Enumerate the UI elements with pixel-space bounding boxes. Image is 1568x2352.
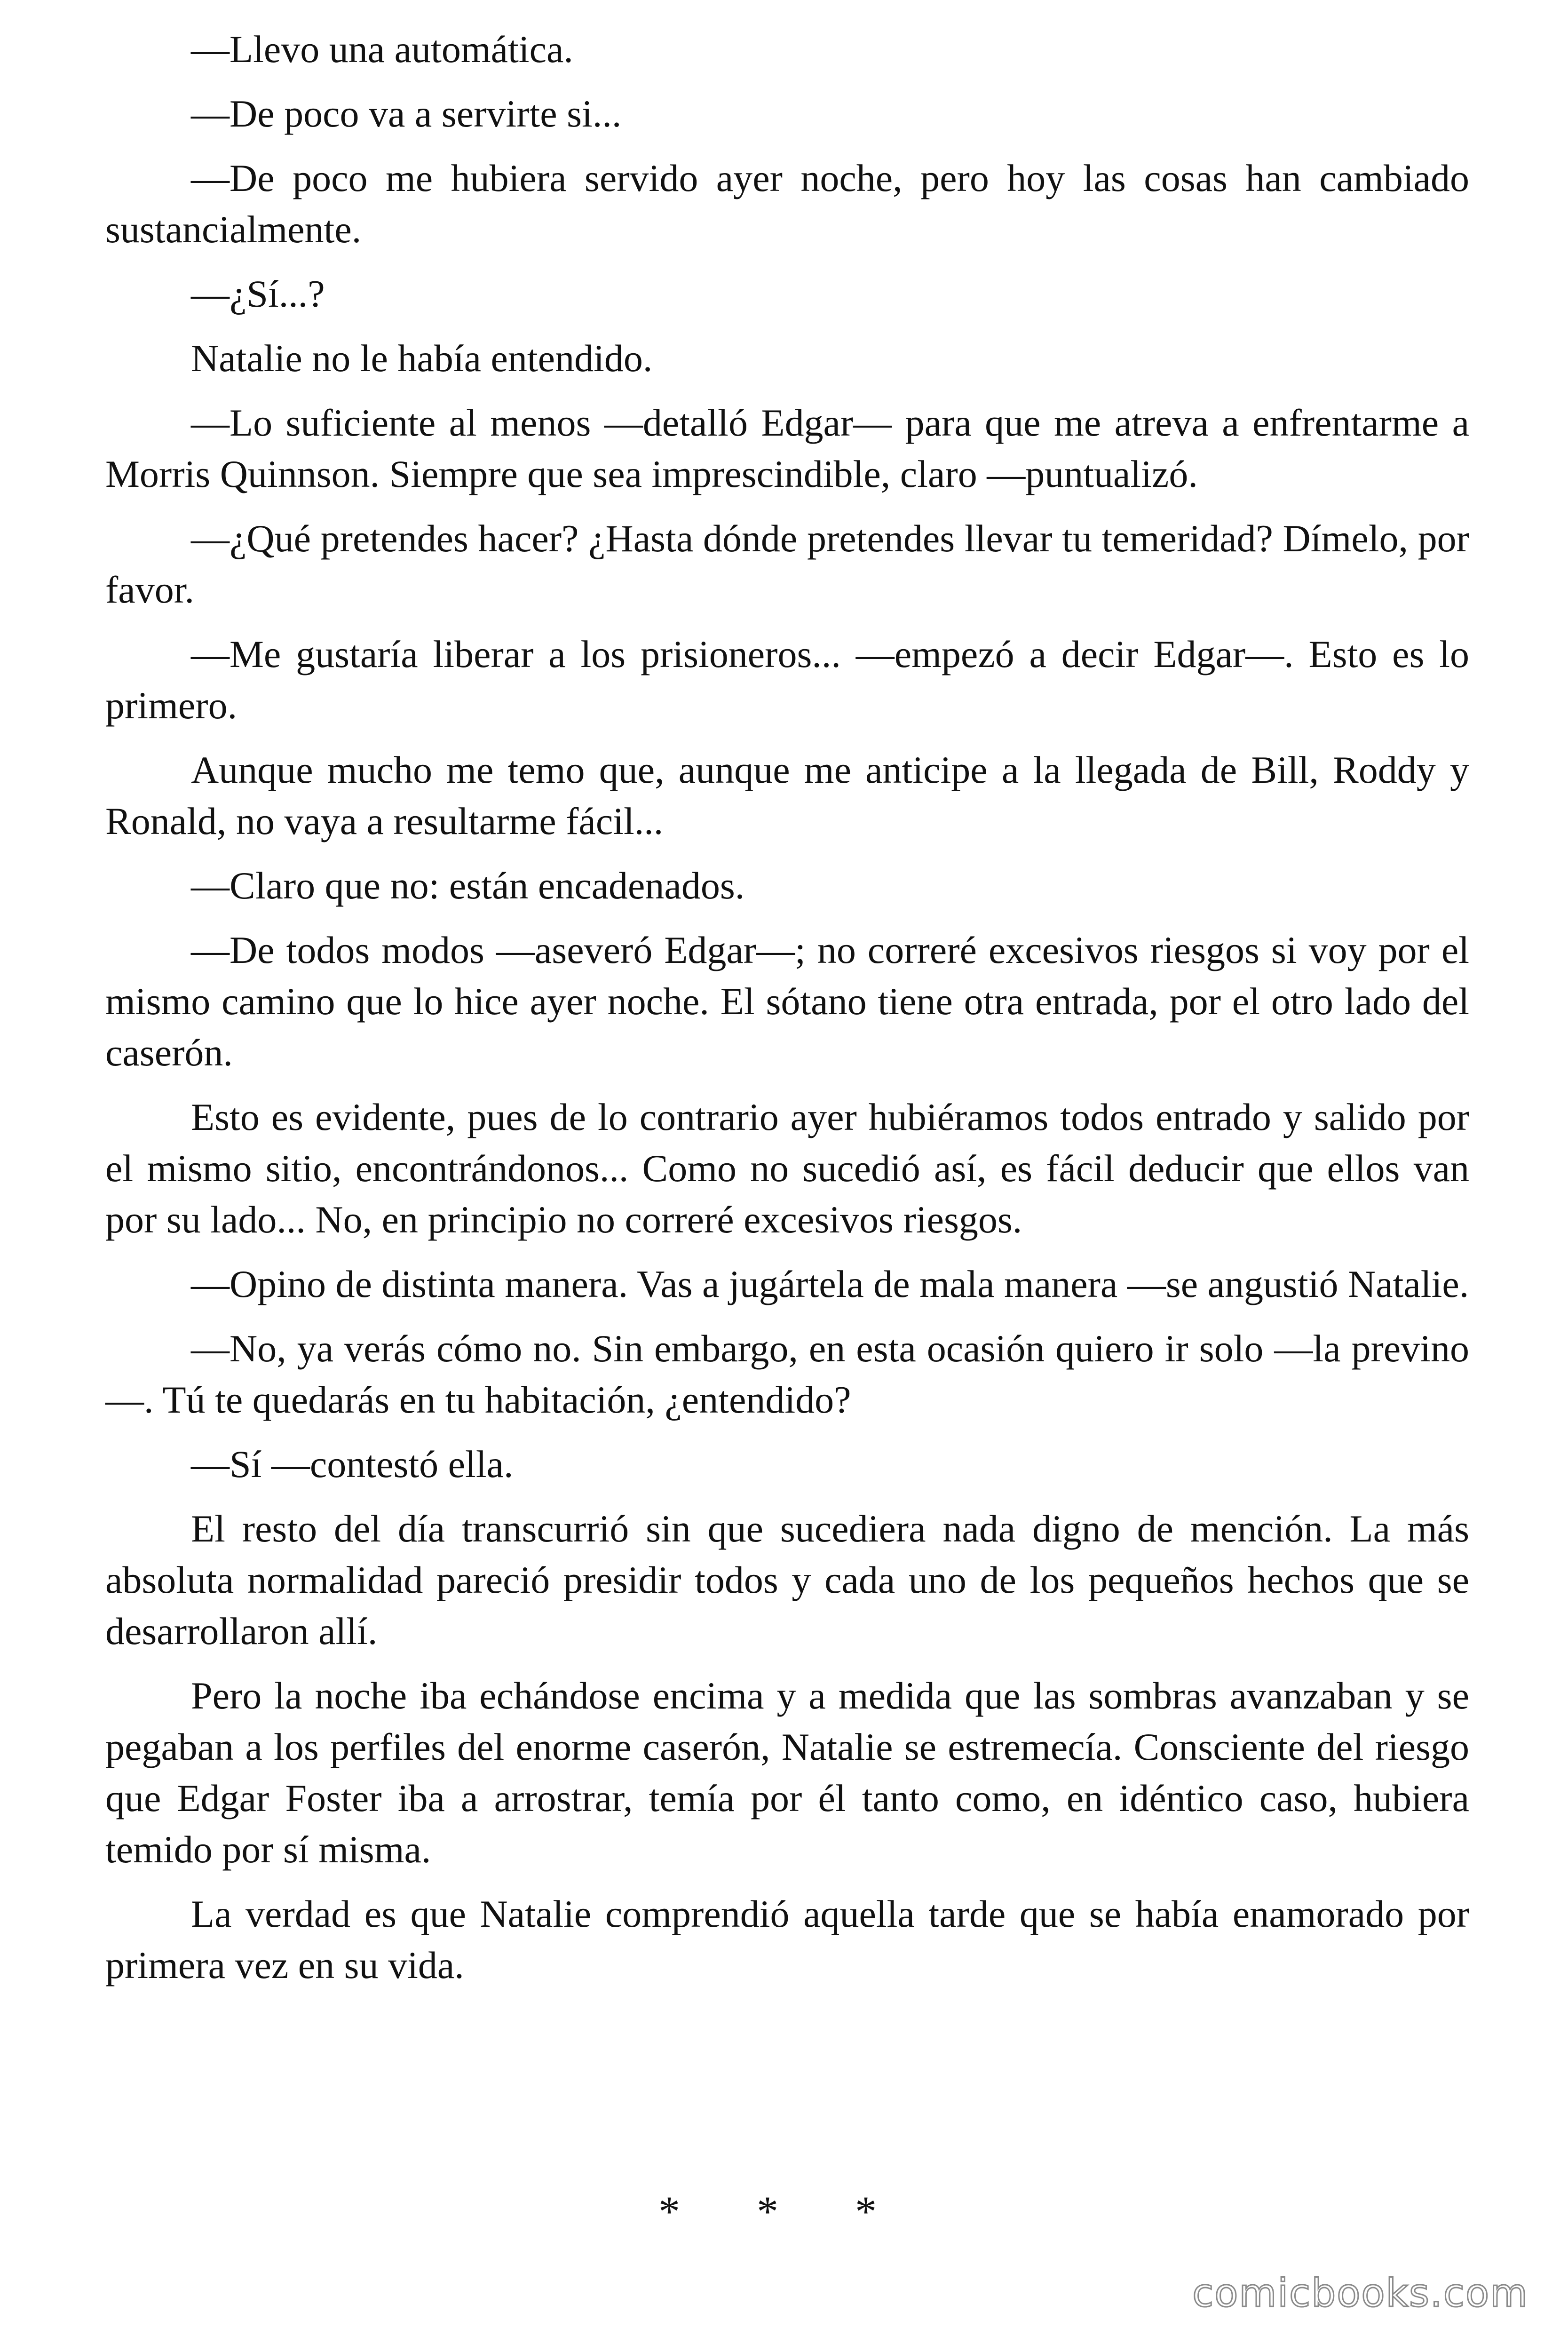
- body-text: [105, 24, 1469, 2004]
- paragraph: La verdad es que Natalie comprendió aquella tarde que se había enamorado por primera vez en su vida.: [105, 1892, 1469, 1986]
- paragraph: —Lo suficiente al menos —detalló Edgar— para que me atreva a enfrentarme a Morris Quinnson. Siempre que sea imprescindible, claro —puntualizó.: [105, 401, 1469, 495]
- paragraph: Natalie no le había entendido.: [191, 337, 653, 380]
- paragraph: —¿Qué pretendes hacer? ¿Hasta dónde pretendes llevar tu temeridad? Dímelo, por favor.: [105, 517, 1469, 611]
- paragraph: —De poco va a servirte si...: [191, 92, 622, 135]
- paragraph: Esto es evidente, pues de lo contrario ayer hubiéramos todos entrado y salido por el mismo sitio, encontrándonos... Como no sucedió así, es fácil deducir que ellos van por su lado... No, en principio no correré excesivos riesgos.: [105, 1096, 1469, 1241]
- paragraph: —De todos modos —aseveró Edgar—; no correré excesivos riesgos si voy por el mismo camino que lo hice ayer noche. El sótano tiene otra entrada, por el otro lado del caserón.: [105, 929, 1469, 1074]
- paragraph: —Claro que no: están encadenados.: [191, 864, 745, 907]
- paragraph: Pero la noche iba echándose encima y a medida que las sombras avanzaban y se pegaban a los perfiles del enorme caserón, Natalie se estremecía. Consciente del riesgo que Edgar Foster iba a arrostrar, temía por él tanto como, en idéntico caso, hubiera temido por sí misma.: [105, 1674, 1469, 1871]
- paragraph: —¿Sí...?: [191, 272, 325, 315]
- watermark: comicbooks.com: [1192, 2271, 1528, 2316]
- scene-break: * * *: [658, 2187, 910, 2235]
- paragraph: —De poco me hubiera servido ayer noche, pero hoy las cosas han cambiado sustancialmente.: [105, 157, 1469, 251]
- paragraph: El resto del día transcurrió sin que sucediera nada digno de mención. La más absoluta normalidad pareció presidir todos y cada uno de los pequeños hechos que se desarrollaron allí.: [105, 1507, 1469, 1653]
- paragraph: —Me gustaría liberar a los prisioneros... —empezó a decir Edgar—. Esto es lo primero.: [105, 633, 1469, 727]
- paragraph: —Opino de distinta manera. Vas a jugártela de mala manera —se angustió Natalie.: [191, 1263, 1469, 1305]
- paragraph: —Llevo una automática.: [191, 28, 573, 71]
- paragraph: —Sí —contestó ella.: [191, 1443, 514, 1486]
- paragraph: —No, ya verás cómo no. Sin embargo, en esta ocasión quiero ir solo —la previno—. Tú te quedarás en tu habitación, ¿entendido?: [105, 1327, 1469, 1421]
- paragraph: Aunque mucho me temo que, aunque me anticipe a la llegada de Bill, Roddy y Ronald, no vaya a resultarme fácil...: [105, 748, 1469, 842]
